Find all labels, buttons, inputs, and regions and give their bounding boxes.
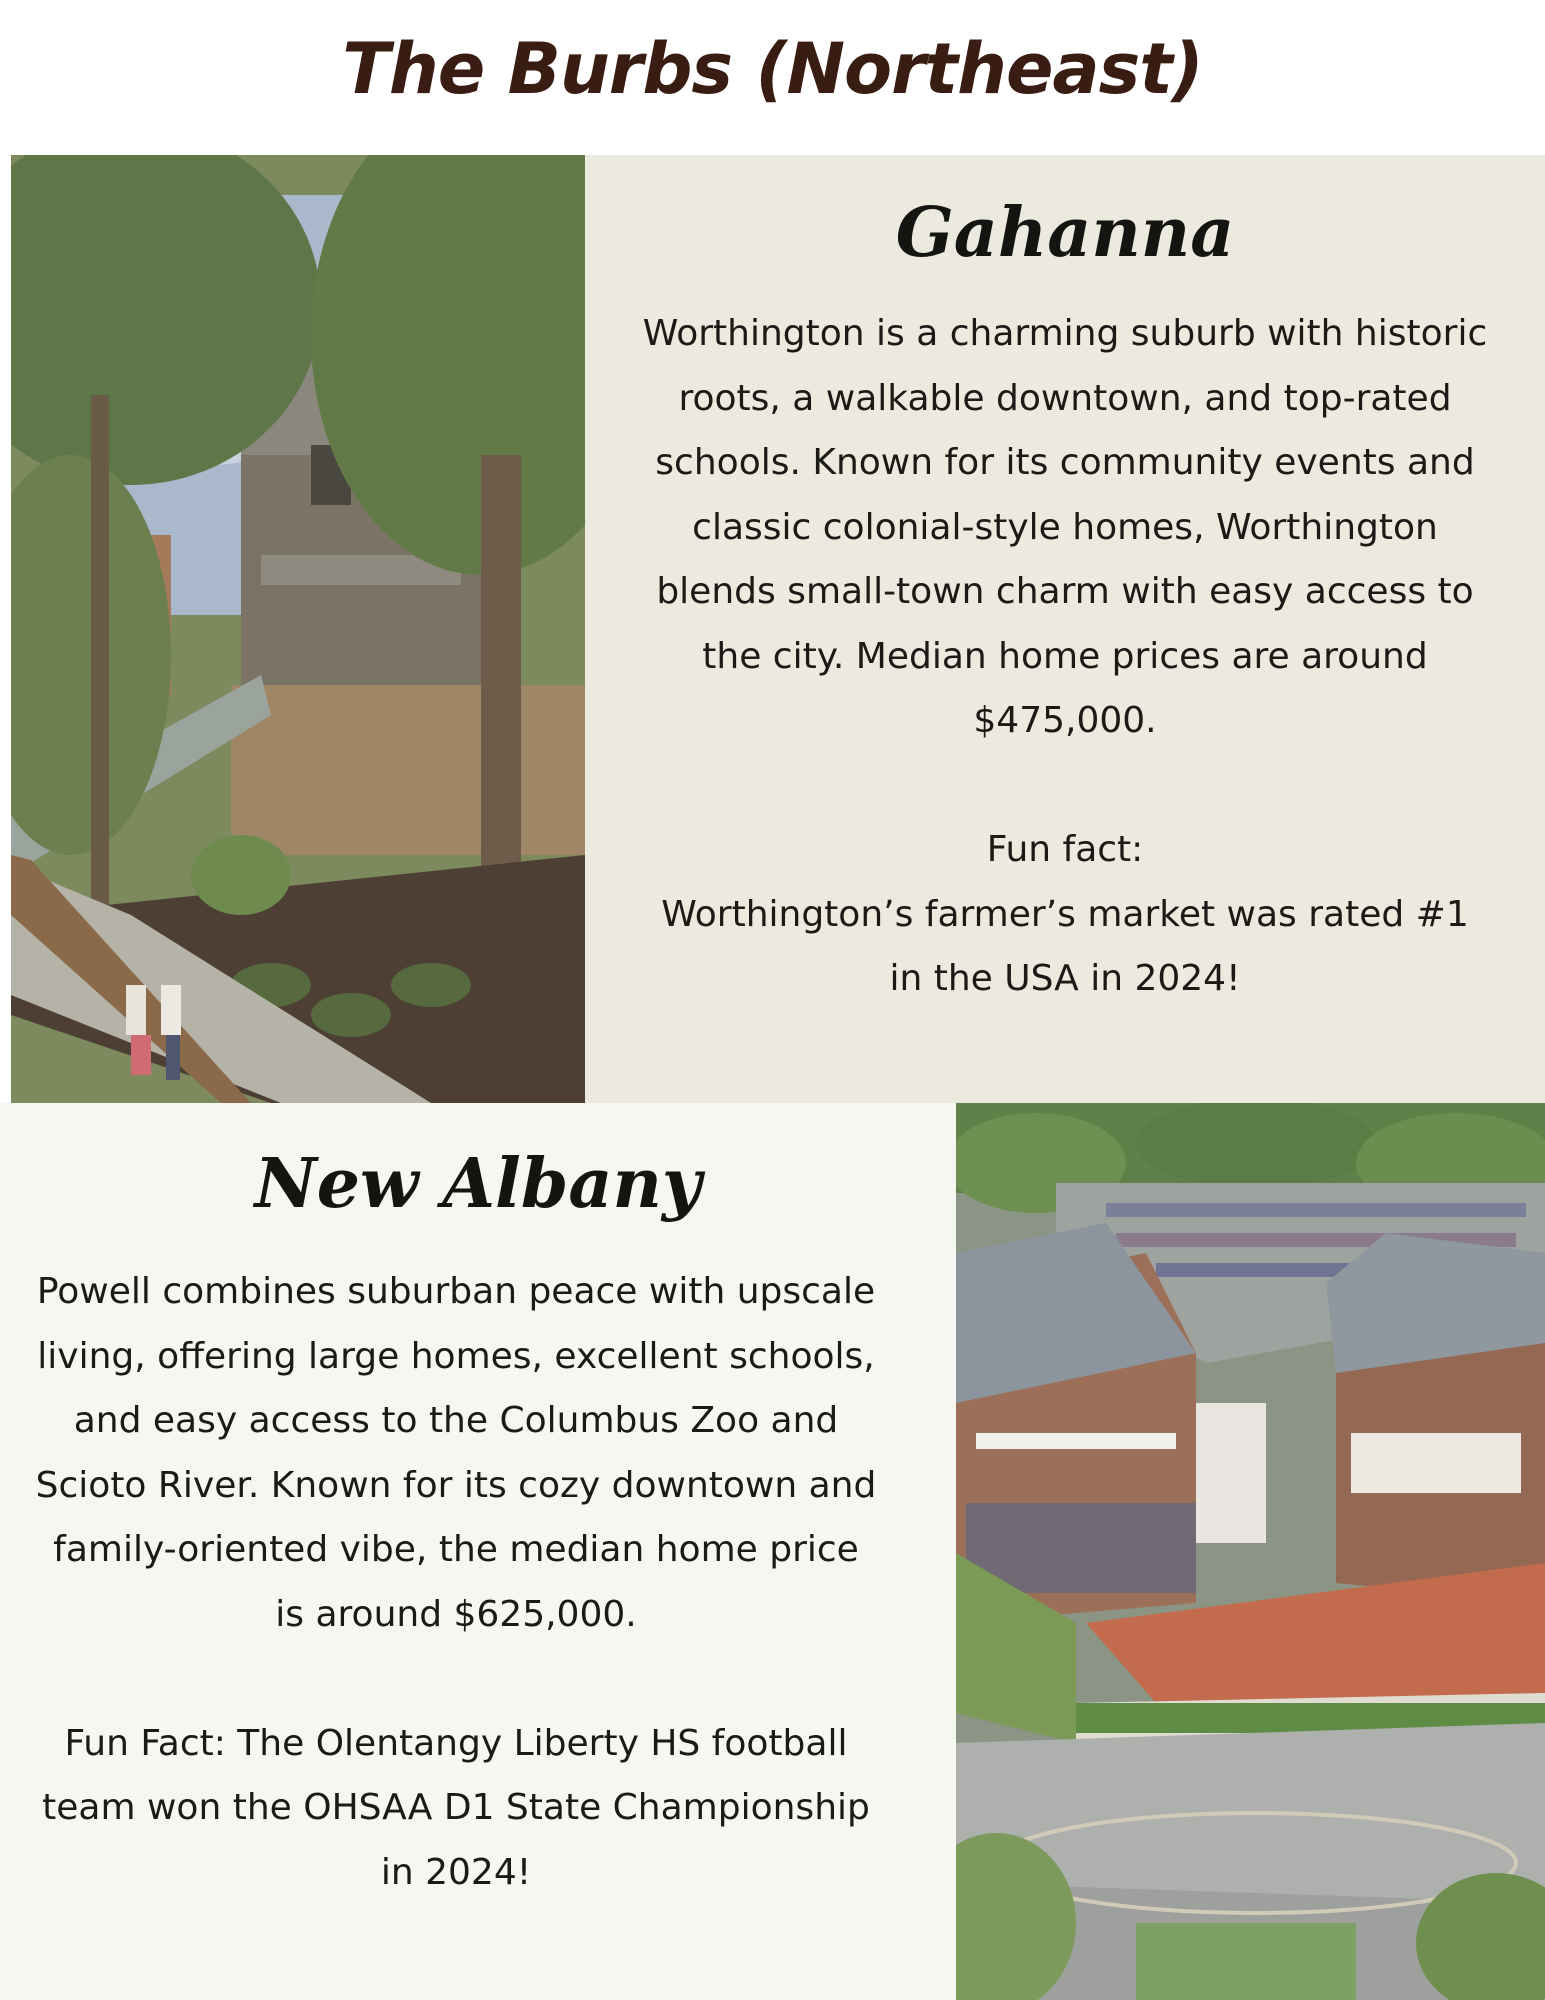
new-albany-panel: [0, 1103, 956, 2000]
new-albany-title: New Albany: [254, 1144, 702, 1224]
new-albany-text: [35, 1260, 877, 1905]
gahanna-text: [640, 302, 1490, 1012]
gahanna-description: Worthington is a charming suburb with historic roots, a walkable downtown, and top-rated schools. Known for its community events and classic colonial-style homes, Worthington blends small-town charm with easy access to the city. Median home prices are around $475,000.: [642, 313, 1488, 741]
new-albany-description: Powell combines suburban peace with upscale living, offering large homes, excellent schools, and easy access to the Columbus Zoo and Scioto River. Known for its cozy downtown and family-oriented vibe, the median home price is around $625,000.: [35, 1271, 877, 1635]
gahanna-fun-fact: Worthington’s farmer’s market was rated #1 in the USA in 2024!: [661, 893, 1469, 999]
page-title: The Burbs (Northeast): [342, 28, 1203, 110]
new-albany-photo: [956, 1103, 1545, 2000]
gahanna-panel: [585, 155, 1545, 1103]
new-albany-fun-fact: Fun Fact: The Olentangy Liberty HS football team won the OHSAA D1 State Championship in 2024!: [42, 1722, 870, 1893]
gahanna-title: Gahanna: [895, 193, 1235, 273]
gahanna-fun-fact-label: Fun fact:: [986, 829, 1144, 870]
gahanna-photo: [11, 155, 585, 1103]
